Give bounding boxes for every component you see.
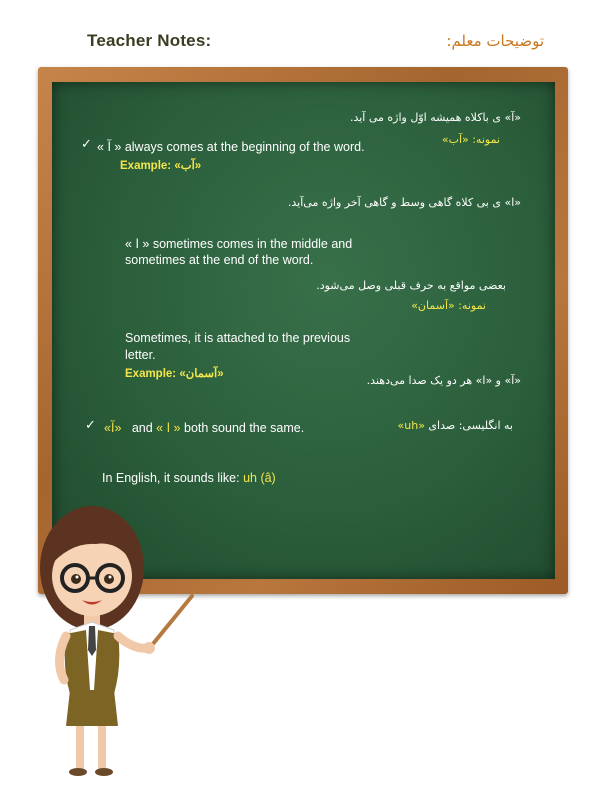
en-rule-2-line-2: sometimes at the end of the word. <box>125 253 314 267</box>
fa-rule-2: «ا» ی بی کلاه گاهی وسط و گاهی آخر واژه می‌آید. <box>287 196 521 209</box>
fa-rule-4: «آ» و «ا» هر دو یک صدا می‌دهند. <box>366 374 521 387</box>
en-rule-5-label: In English, it sounds like: <box>102 471 240 485</box>
en-example-3-label: Example: <box>125 368 177 380</box>
en-example-3-word: «آسمان» <box>179 368 224 380</box>
en-example-1-label: Example: <box>120 160 172 172</box>
teacher-notes-title: Teacher Notes: <box>87 31 212 50</box>
en-rule-4-letter-a: «آ» <box>104 421 122 435</box>
en-rule-4-letter-b: « ا » <box>156 421 181 435</box>
checkmark-icon: ✓ <box>81 137 92 152</box>
fa-example-1: نمونه: «آب» <box>441 133 500 146</box>
en-example-3 <box>125 366 224 380</box>
en-rule-4-rest: both sound the same. <box>184 421 305 435</box>
en-example-1 <box>120 158 201 172</box>
fa-rule-5-uh: «uh» <box>397 419 425 432</box>
en-rule-3-line-2: letter. <box>125 348 156 362</box>
en-example-1-word: «آب» <box>174 160 202 172</box>
fa-rule-5-prefix: به انگلیسی: صدای <box>428 419 513 432</box>
checkmark-icon: ✓ <box>85 418 96 433</box>
en-rule-5 <box>102 471 276 485</box>
en-rule-4 <box>104 420 304 435</box>
en-rule-2-line-1: « ا » sometimes comes in the middle and <box>125 237 353 251</box>
en-rule-4-and: and <box>131 421 153 435</box>
en-rule-5-value: uh (â) <box>243 471 276 485</box>
en-rule-3-line-1: Sometimes, it is attached to the previous <box>125 331 351 345</box>
fa-rule-3: بعضی مواقع به حرف قبلی وصل می‌شود. <box>316 279 506 292</box>
en-rule-1: « آ » always comes at the beginning of the word. <box>97 140 365 154</box>
teacher-notes-title-fa: توضیحات معلم: <box>446 32 544 50</box>
fa-example-3: نمونه: «آسمان» <box>411 299 486 312</box>
teacher-illustration <box>30 490 210 790</box>
fa-rule-1: «آ» ی باکلاه همیشه اوّل واژه می آید. <box>349 111 521 124</box>
fa-rule-5 <box>398 419 514 432</box>
